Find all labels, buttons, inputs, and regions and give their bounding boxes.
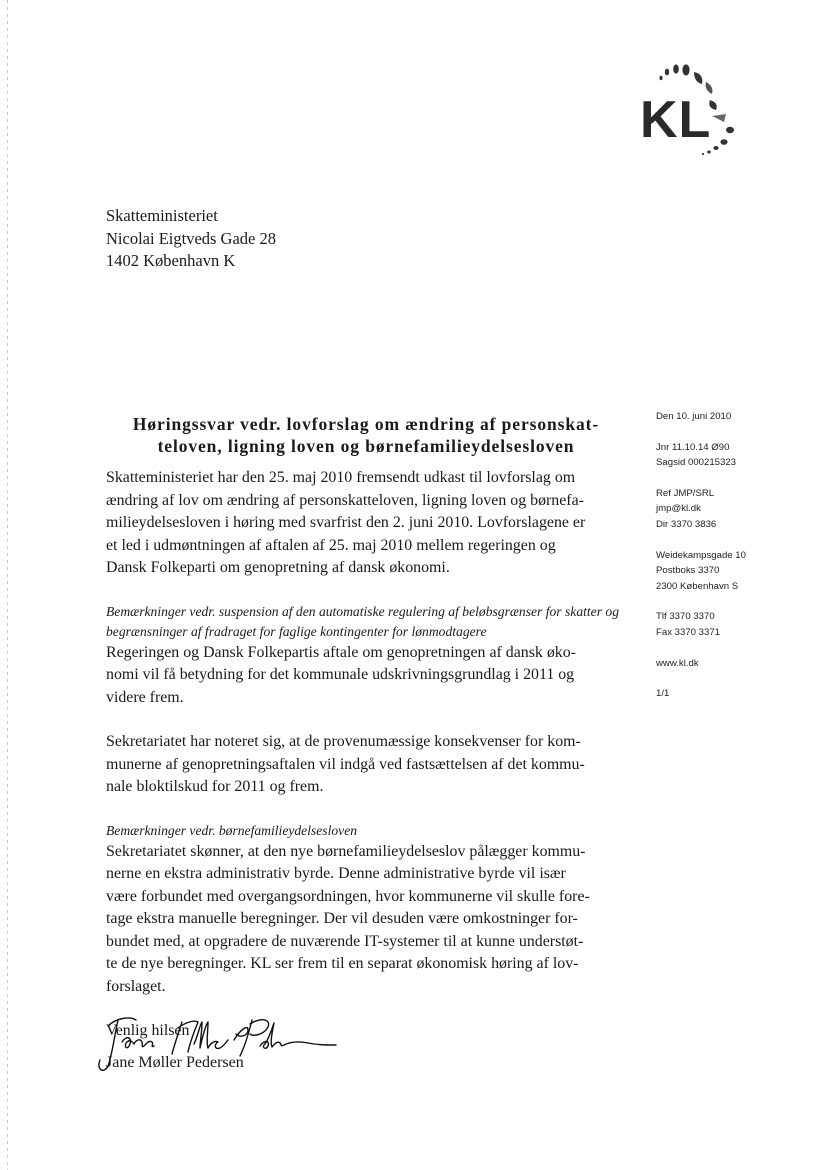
kl-logo [632,56,762,166]
body-line: videre frem. [106,688,184,706]
recipient-address [106,205,276,273]
reference: Ref JMP/SRL [656,487,715,499]
recipient-line: Skatteministeriet [106,206,218,225]
website: www.kl.dk [656,657,699,669]
body-line: ændring af lov om ændring af personskatteloven, ligning loven og børnefa- [106,491,584,509]
body-line: forslaget. [106,977,166,995]
case-id: Sagsid 000215323 [656,457,737,469]
body-line: være forbundet med overgangsordningen, hvor kommunerne vil skulle fore- [106,887,590,905]
body-line: nerne en ekstra administrativ byrde. Denne administrative byrde vil især [106,865,566,882]
sender-email: jmp@kl.dk [656,503,701,515]
signatory-name: Jane Møller Pedersen [106,1054,244,1071]
body-line: Sekretariatet har noteret sig, at de provenumæssige konsekvenser for kom- [106,733,581,750]
letter-date: Den 10. juni 2010 [656,411,732,422]
sender-street: Weidekampsgade 10 [656,549,746,561]
body-line: Sekretariatet skønner, at den nye børnefamilieydelseslov pålægger kommu- [106,842,586,860]
phone: Tlf 3370 3370 [656,611,715,623]
paragraph-childbenefit [106,841,626,999]
paragraph-secretariat [106,731,626,799]
section-heading: Bemærkninger vedr. børnefamilieydelsesloven [106,822,358,838]
page-number: 1/1 [656,688,670,700]
body-line: te de nye beregninger. KL ser frem til en separat økonomisk høring af lov- [106,955,579,972]
body-line: Dansk Folkeparti om genopretning af dansk økonomi. [106,559,450,576]
title-line: Høringssvar vedr. lovforslag om ændring af personskat- [132,414,600,434]
recipient-line: Nicolai Eigtveds Gade 28 [106,228,276,248]
paragraph-economy [106,642,626,710]
kl-logo-text: KL [640,91,712,149]
body-line: tage ekstra manuelle beregninger. Der vil desuden være omkostninger for- [106,910,578,927]
body-line: nale bloktilskud for 2011 og frem. [106,778,324,795]
section-heading: Bemærkninger vedr. suspension af den automatiske regulering af beløbsgrænser for skatter og [106,603,619,619]
body-line: bundet med, at opgradere de nuværende IT-systemer til at kunne understøt- [106,932,584,950]
journal-number: Jnr 11.10.14 Ø90 [656,441,730,453]
closing-greeting: Venlig hilsen [106,1022,190,1039]
body-line: et led i udmøntningen af aftalen af 25. maj 2010 mellem regeringen og [106,536,556,554]
direct-phone: Dir 3370 3836 [656,518,717,530]
body-line: Skatteministeriet har den 25. maj 2010 fremsendt udkast til lovforslag om [106,469,576,486]
body-line: Regeringen og Dansk Folkepartis aftale om genopretningen af dansk øko- [106,643,576,661]
body-line: nomi vil få betydning for det kommunale udskrivningsgrundlag i 2011 og [106,666,575,683]
body-line: munerne af genopretningsaftalen vil indgå ved fastsættelsen af det kommu- [106,755,585,773]
body-line: milieydelsesloven i høring med svarfrist den 2. juni 2010. Lovforslagene er [106,514,586,531]
title-line: teloven, ligning loven og børnefamilieydelsesloven [157,436,575,456]
recipient-line: 1402 København K [106,251,236,270]
sender-city: 2300 København S [656,580,739,592]
letter-body [106,467,626,1043]
sender-postbox: Postboks 3370 [656,565,720,577]
fax: Fax 3370 3371 [656,626,721,638]
letter-title [106,413,626,457]
sender-info-column [656,409,746,702]
paragraph-intro [106,467,626,580]
section-heading: begrænsninger af fradraget for faglige kontingenter for lønmodtagere [106,623,487,639]
scan-edge-line [7,0,8,1170]
